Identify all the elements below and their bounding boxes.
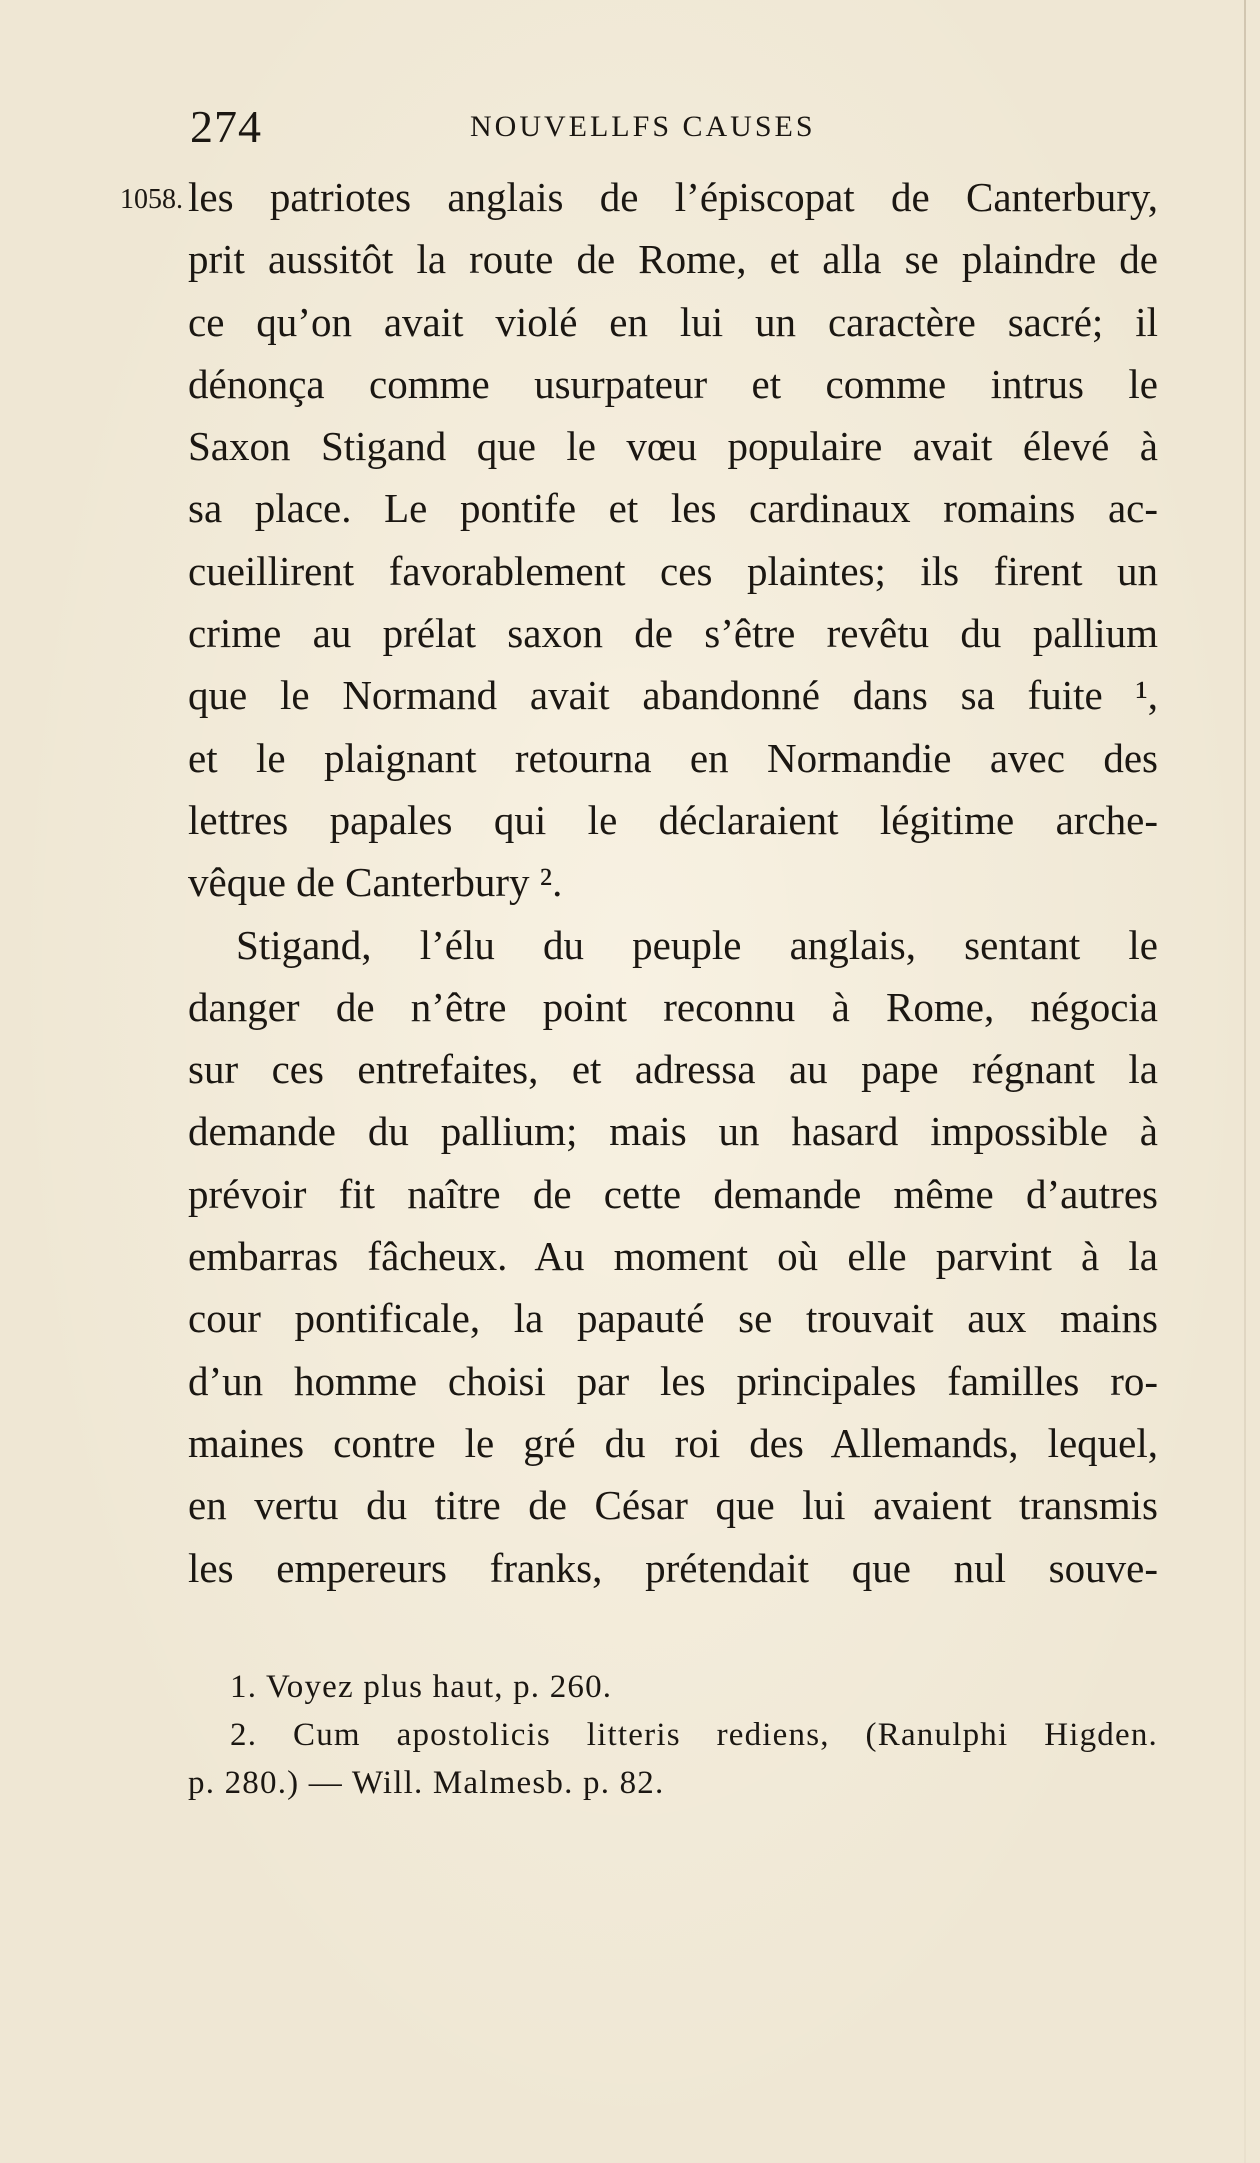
text-line: embarras fâcheux. Au moment où elle parvint à la [188, 1233, 1158, 1280]
footnotes [188, 1663, 1158, 1807]
text-line: danger de n’être point reconnu à Rome, négocia [188, 983, 1158, 1030]
text-line: sa place. Le pontife et les cardinaux romains ac- [188, 485, 1158, 532]
text-line: en vertu du titre de César que lui avaient transmis [188, 1482, 1158, 1529]
text-line: dénonça comme usurpateur et comme intrus le [188, 360, 1158, 407]
text-line: cueillirent favorablement ces plaintes; ils firent un [188, 547, 1158, 594]
text-line: ce qu’on avait violé en lui un caractère sacré; il [188, 298, 1158, 345]
body-text [188, 166, 1158, 1599]
running-title: NOUVELLFS CAUSES [470, 110, 816, 143]
text-line: que le Normand avait abandonné dans sa fuite ¹, [188, 672, 1158, 719]
footnote-2: 2. Cum apostolicis litteris rediens, (Ranulphi Higden. [230, 1717, 1158, 1753]
text-line: prévoir fit naître de cette demande même d’autres [188, 1170, 1158, 1217]
page-number: 274 [190, 101, 262, 152]
text-line: vêque de Canterbury ². [188, 859, 563, 906]
footnote-2-continued: p. 280.) — Will. Malmesb. p. 82. [188, 1765, 665, 1801]
text-line: Saxon Stigand que le vœu populaire avait élevé à [188, 423, 1158, 470]
text-line: demande du pallium; mais un hasard impossible à [188, 1108, 1158, 1155]
text-line: maines contre le gré du roi des Allemands, lequel, [188, 1419, 1158, 1466]
text-line: lettres papales qui le déclaraient légitime arche- [188, 796, 1158, 843]
text-line: d’un homme choisi par les principales familles ro- [188, 1357, 1158, 1404]
text-line: les empereurs franks, prétendait que nul souve- [188, 1544, 1158, 1591]
text-line: crime au prélat saxon de s’être revêtu du pallium [188, 610, 1158, 657]
margin-year-note: 1058. [120, 184, 183, 215]
page-header [190, 100, 1060, 160]
text-line: les patriotes anglais de l’épiscopat de Canterbury, [188, 174, 1158, 220]
paragraph-start-line: Stigand, l’élu du peuple anglais, sentant le [236, 921, 1158, 968]
text-line: prit aussitôt la route de Rome, et alla se plaindre de [188, 236, 1158, 283]
text-line: sur ces entrefaites, et adressa au pape régnant la [188, 1046, 1158, 1093]
page-edge-shadow [1244, 0, 1246, 2163]
text-line: cour pontificale, la papauté se trouvait aux mains [188, 1295, 1158, 1342]
footnote-1: 1. Voyez plus haut, p. 260. [230, 1669, 613, 1705]
text-line: et le plaignant retourna en Normandie avec des [188, 734, 1158, 781]
